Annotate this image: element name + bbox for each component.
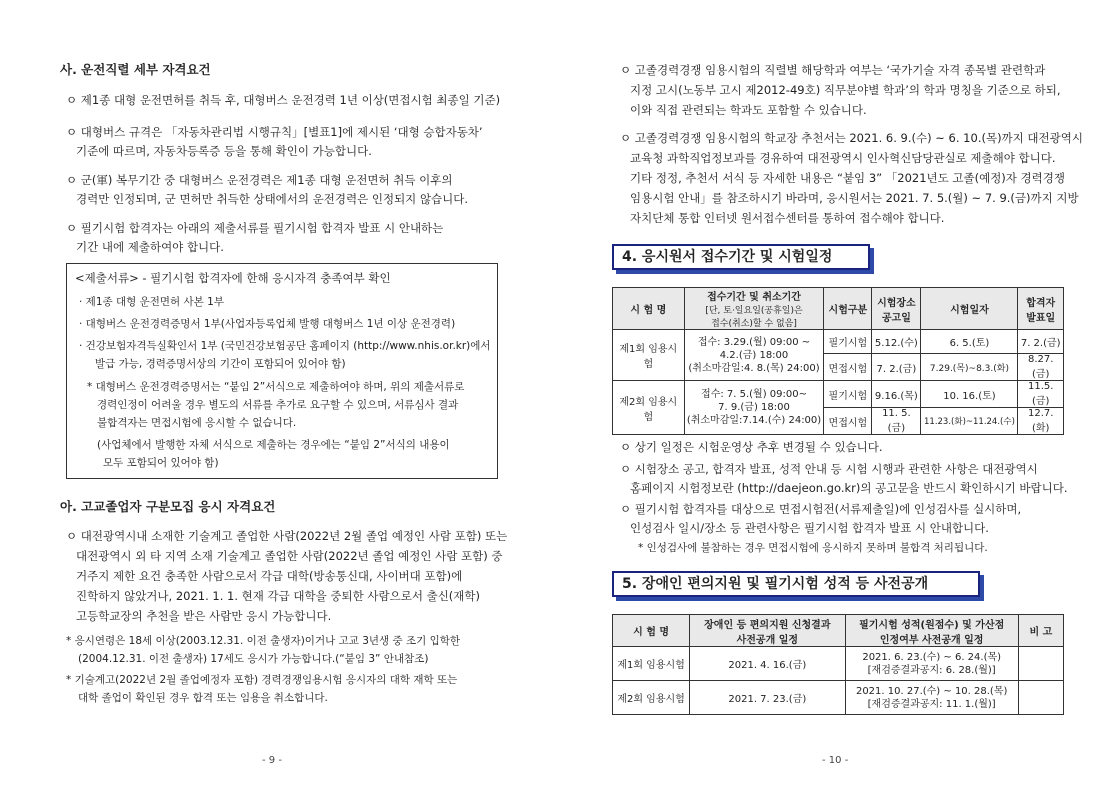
schedule-note-3b: 인성검사 일시/장소 등 관련사항은 필기시험 합격자 발표 시 안내합니다. (630, 521, 989, 535)
section-title-disclosure: 5. 장애인 편의지원 및 필기시험 성적 등 사전공개 (612, 571, 980, 597)
th-score-disclosure: 필기시험 성적(원점수) 및 가산점 인정여부 사전공개 일정 (845, 615, 1018, 647)
hs-note-2a: * 기술계고(2022년 2월 졸업예정자 포함) 경력경쟁임용시험 응시자의 대학 재학 또는 (66, 674, 458, 686)
table-row (613, 330, 1064, 354)
table-row (613, 681, 1064, 715)
exam-type: 면접시험 (824, 354, 872, 381)
intro-2b: 교육청 과학직업정보과를 경유하여 대전광역시 인사혁신담당관실로 제출해야 합니다. (630, 151, 1056, 165)
section-title-schedule: 4. 응시원서 접수기간 및 시험일정 (612, 244, 870, 270)
hs-req-1d: 진학하지 않았거나, 2021. 1. 1. 현재 각급 대학을 중퇴한 사람으로서 출신(재학) (76, 589, 480, 603)
th-receipt-period: 접수기간 및 취소기간 [단, 토·일요일(공휴일)은 접수(취소)할 수 없음] (684, 288, 824, 330)
schedule-note-1: ㅇ 상기 일정은 시험운영상 추후 변경될 수 있습니다. (620, 440, 883, 454)
result-date: 11.5.(금) (1018, 381, 1064, 408)
submission-docs-box (66, 263, 498, 479)
exam-type: 필기시험 (824, 330, 872, 354)
intro-2c: 기타 정정, 추천서 서식 등 자세한 내용은 “붙임 3” 「2021년도 고졸(예정)자 경력경쟁 (630, 171, 1065, 185)
table-header-row (613, 288, 1064, 330)
table-row (613, 647, 1064, 681)
schedule-table (612, 287, 1064, 435)
driving-req-4b: 기간 내에 제출하여야 합니다. (76, 240, 224, 254)
disclosure-table (612, 614, 1064, 715)
hs-req-1b: 대전광역시 외 타 지역 소재 기술계고 졸업한 사람(2022년 졸업 예정인 사람 포함) 중 (76, 549, 503, 563)
exam-name: 제2회 임용시험 (613, 381, 685, 435)
doc-item-3a: · 건강보험자격득실확인서 1부 (국민건강보험공단 홈페이지 (http://www.nhis.or.kr)에서 (79, 340, 491, 352)
exam-name: 제2회 임용시험 (613, 681, 690, 715)
section-title-highschool: 아. 고교졸업자 구분모집 응시 자격요건 (60, 499, 276, 514)
support-date: 2021. 7. 23.(금) (690, 681, 845, 715)
result-date: 7. 2.(금) (1018, 330, 1064, 354)
venue-notice: 5.12.(수) (872, 330, 921, 354)
th-exam-date: 시험일자 (921, 288, 1018, 330)
exam-date: 6. 5.(토) (921, 330, 1018, 354)
hs-note-1b: (2004.12.31. 이전 출생자) 17세도 응시가 가능합니다.(“붙임 3” 안내참조) (78, 653, 429, 665)
exam-date: 10. 16.(토) (921, 381, 1018, 408)
th-venue-notice: 시험장소 공고일 (872, 288, 921, 330)
doc-note-2a: (사업체에서 발행한 자체 서식으로 제출하는 경우에는 “붙임 2”서식의 내용이 (97, 439, 450, 451)
hs-req-1a: ㅇ 대전광역시내 소재한 기술계고 졸업한 사람(2022년 2월 졸업 예정인 사람 포함) 또는 (66, 529, 508, 543)
intro-1a: ㅇ 고졸경력경쟁 임용시험의 직렬별 해당학과 여부는 ‘국가기술 자격 종목별 관련학과 (620, 63, 1046, 77)
doc-note-2b: 모두 포함되어 있어야 함) (103, 457, 219, 469)
receipt-period: 접수: 3.29.(월) 09:00 ~ 4.2.(금) 18:00 (취소마감일:4. 8.(목) 24:00) (684, 330, 824, 381)
page-number: - 9 - (262, 755, 282, 766)
doc-item-1: · 제1종 대형 운전면허 사본 1부 (79, 296, 224, 308)
receipt-period: 접수: 7. 5.(월) 09:00~ 7. 9.(금) 18:00 (취소마감일:7.14.(수) 24:00) (684, 381, 824, 435)
th-remarks: 비 고 (1018, 615, 1063, 647)
hs-req-1c: 거주지 제한 요건 충족한 사람으로서 각급 대학(방송통신대, 사이버대 포함)에 (76, 569, 463, 583)
intro-1b: 지정 고시(노동부 고시 제2012-49호) 직무분야별 학과’의 학과 명칭을 기준으로 하되, (630, 83, 1061, 97)
exam-date: 7.29.(목)~8.3.(화) (921, 354, 1018, 381)
exam-date: 11.23.(화)~11.24.(수) (921, 408, 1018, 435)
schedule-note-2b: 홈페이지 시험정보란 (http://daejeon.go.kr)의 공고문을 반드시 확인하시기 바랍니다. (630, 481, 1068, 495)
doc-item-2: · 대형버스 운전경력증명서 1부(사업자등록업체 발행 대형버스 1년 이상 운전경력) (79, 318, 456, 330)
remarks (1018, 681, 1063, 715)
hs-note-1a: * 응시연령은 18세 이상(2003.12.31. 이전 출생자)이거나 고교 3년생 중 조기 입학한 (66, 635, 461, 647)
schedule-note-3a: ㅇ 필기시험 합격자를 대상으로 면접시험전(서류제출일)에 인성검사를 실시하며, (620, 502, 1022, 516)
venue-notice: 7. 2.(금) (872, 354, 921, 381)
remarks (1018, 647, 1063, 681)
hs-note-2b: 대학 졸업이 확인된 경우 합격 또는 임용을 취소합니다. (78, 692, 328, 704)
score-date: 2021. 6. 23.(수) ~ 6. 24.(목) [재검증결과공지: 6. 28.(월)] (845, 647, 1018, 681)
th-exam-type: 시험구분 (824, 288, 872, 330)
doc-note-1b: 경력인정이 어려울 경우 별도의 서류를 추가로 요구할 수 있으며, 서류심사 결과 (97, 399, 459, 411)
venue-notice: 11. 5.(금) (872, 408, 921, 435)
exam-type: 필기시험 (824, 381, 872, 408)
result-date: 8.27.(금) (1018, 354, 1064, 381)
driving-req-3b: 경력만 인정되며, 군 면허만 취득한 상태에서의 운전경력은 인정되지 않습니다. (76, 192, 469, 206)
doc-note-1c: 불합격자는 면접시험에 응시할 수 없습니다. (97, 417, 297, 429)
intro-2d: 임용시험 안내」를 참조하시기 바라며, 응시원서는 2021. 7. 5.(월) ~ 7. 9.(금)까지 지방 (630, 191, 1079, 205)
intro-1c: 이와 직접 관련되는 학과도 포함할 수 있습니다. (630, 103, 867, 117)
driving-req-3a: ㅇ 군(軍) 복무기간 중 대형버스 운전경력은 제1종 대형 운전면허 취득 이후의 (66, 173, 453, 187)
exam-name: 제1회 임용시험 (613, 330, 685, 381)
page-10 (554, 0, 1108, 785)
table-row (613, 381, 1064, 408)
th-support-disclosure: 장애인 등 편의지원 신청결과 사전공개 일정 (690, 615, 845, 647)
driving-req-2b: 기준에 따르며, 자동차등록증 등을 통해 확인이 가능합니다. (76, 144, 372, 158)
intro-2e: 자치단체 통합 인터넷 원서접수센터를 통하여 접수해야 합니다. (630, 211, 945, 225)
driving-req-4a: ㅇ 필기시험 합격자는 아래의 제출서류를 필기시험 합격자 발표 시 안내하는 (66, 221, 444, 235)
score-date: 2021. 10. 27.(수) ~ 10. 28.(목) [재검증결과공지: 11. 1.(월)] (845, 681, 1018, 715)
page-number: - 10 - (822, 755, 849, 766)
th-result-date: 합격자 발표일 (1018, 288, 1064, 330)
th-exam-name: 시 험 명 (613, 288, 685, 330)
intro-2a: ㅇ 고졸경력경쟁 임용시험의 학교장 추천서는 2021. 6. 9.(수) ~ 6. 10.(목)까지 대전광역시 (620, 131, 1083, 145)
table-header-row (613, 615, 1064, 647)
driving-req-2a: ㅇ 대형버스 규격은 「자동차관리법 시행규칙」[별표1]에 제시된 ‘대형 승합자동차’ (66, 125, 483, 139)
venue-notice: 9.16.(목) (872, 381, 921, 408)
support-date: 2021. 4. 16.(금) (690, 647, 845, 681)
schedule-note-2a: ㅇ 시험장소 공고, 합격자 발표, 성적 안내 등 시험 시행과 관련한 사항은 대전광역시 (620, 462, 1038, 476)
driving-req-1: ㅇ 제1종 대형 운전면허를 취득 후, 대형버스 운전경력 1년 이상(면접시험 최종일 기준) (66, 93, 501, 107)
schedule-note-4: * 인성검사에 불참하는 경우 면접시험에 응시하지 못하며 불합격 처리됩니다. (638, 542, 988, 554)
th-exam-name: 시 험 명 (613, 615, 690, 647)
exam-type: 면접시험 (824, 408, 872, 435)
doc-note-1a: * 대형버스 운전경력증명서는 “붙임 2”서식으로 제출하여야 하며, 위의 제출서류로 (87, 381, 465, 393)
exam-name: 제1회 임용시험 (613, 647, 690, 681)
submission-docs-title: <제출서류> - 필기시험 합격자에 한해 응시자격 충족여부 확인 (75, 271, 391, 285)
result-date: 12.7.(화) (1018, 408, 1064, 435)
section-title-driving: 사. 운전직렬 세부 자격요건 (60, 62, 211, 77)
hs-req-1e: 고등학교장의 추천을 받은 사람만 응시 가능합니다. (76, 609, 332, 623)
doc-item-3b: 발급 가능, 경력증명서상의 기간이 포함되어 있어야 함) (95, 358, 346, 370)
